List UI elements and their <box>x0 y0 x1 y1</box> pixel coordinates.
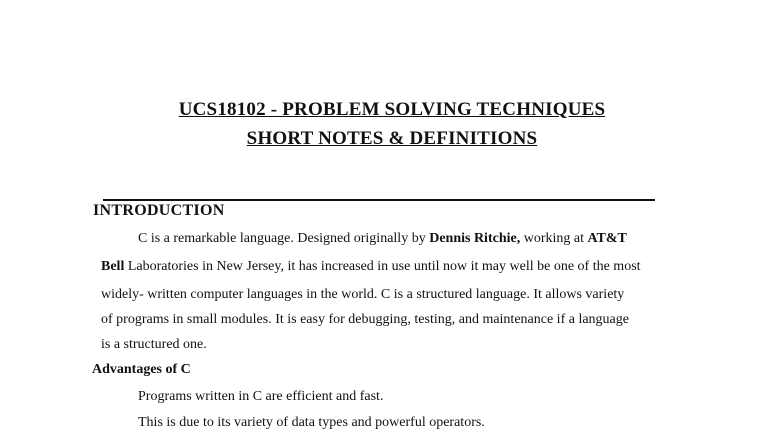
author-name: Dennis Ritchie, <box>429 231 521 246</box>
intro-paragraph-line-1 <box>138 231 627 247</box>
intro-paragraph-line-3: widely- written computer languages in the world. C is a structured language. It allows variety <box>101 287 625 302</box>
section-heading-introduction: INTRODUCTION <box>93 202 225 219</box>
section-divider <box>103 199 655 201</box>
document-title-line-2: SHORT NOTES & DEFINITIONS <box>246 128 538 149</box>
document-title-line-1: UCS18102 - PROBLEM SOLVING TECHNIQUES <box>178 99 606 120</box>
intro-text: Laboratories in New Jersey, it has increased in use until now it may well be one of the most <box>124 259 641 274</box>
intro-paragraph-line-2 <box>101 259 641 275</box>
company-name-continued: Bell <box>101 259 125 274</box>
intro-paragraph-line-4: of programs in small modules. It is easy for debugging, testing, and maintenance if a language <box>101 312 629 327</box>
company-name: AT&T <box>587 231 627 246</box>
advantage-line-1: Programs written in C are efficient and fast. <box>138 389 384 404</box>
intro-text: working at <box>520 231 588 246</box>
advantages-heading: Advantages of C <box>92 362 191 377</box>
intro-paragraph-line-5: is a structured one. <box>101 337 207 352</box>
intro-text: C is a remarkable language. Designed originally by <box>138 231 430 246</box>
advantage-line-2: This is due to its variety of data types and powerful operators. <box>138 415 485 430</box>
